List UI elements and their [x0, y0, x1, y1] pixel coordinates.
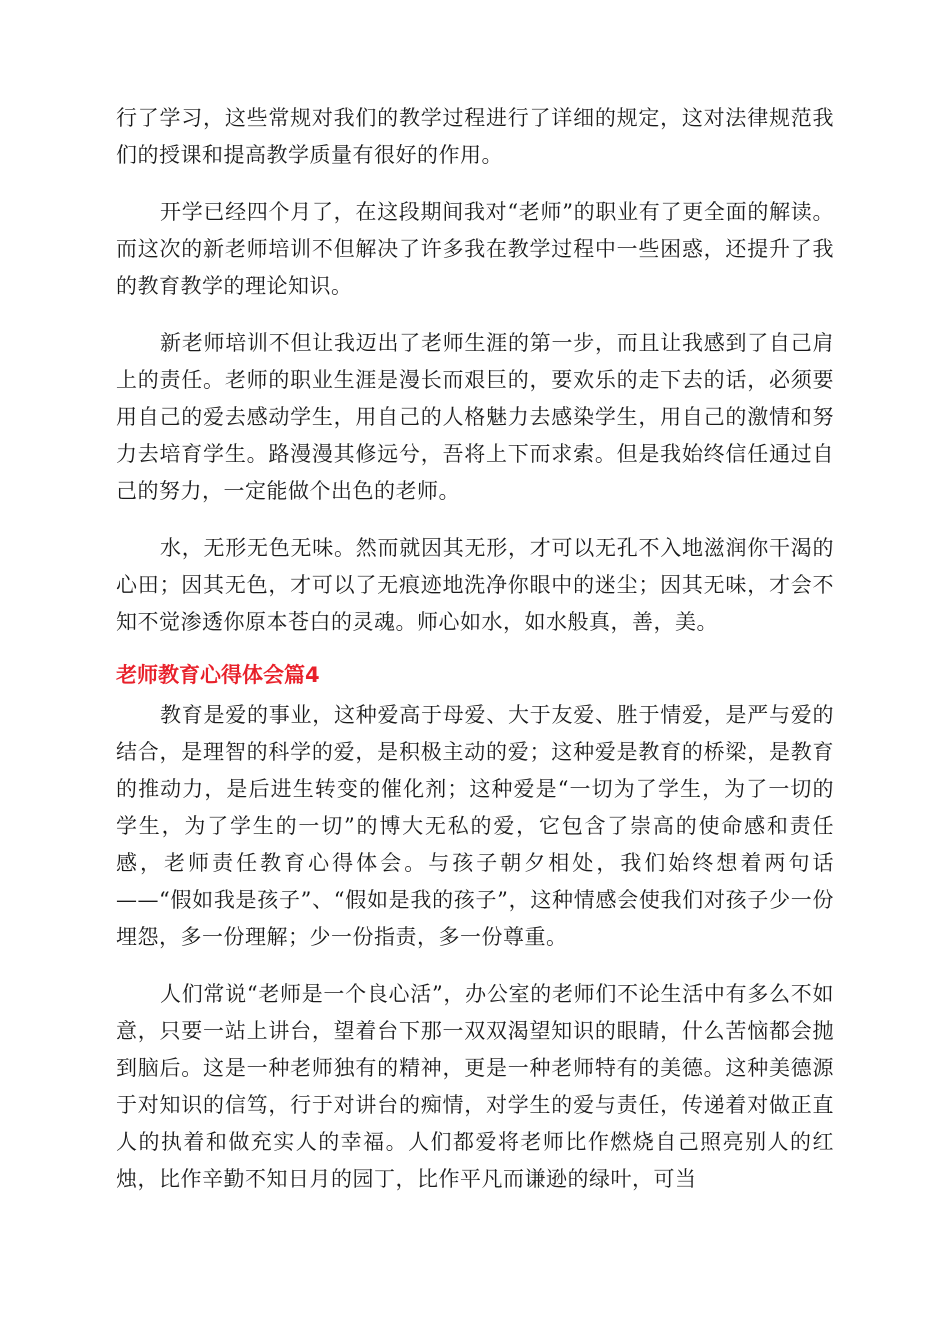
- paragraph: 教育是爱的事业，这种爱高于母爱、大于友爱、胜于情爱，是严与爱的结合，是理智的科学的爱，是积极主动的爱；这种爱是教育的桥梁，是教育的推动力，是后进生转变的催化剂；这种爱是“一切为了学生，为了一切的学生，为了学生的一切”的博大无私的爱，它包含了崇高的使命感和责任感，老师责任教育心得体会。与孩子朝夕相处，我们始终想着两句话——“假如我是孩子”、“假如是我的孩子”，这种情感会使我们对孩子少一份埋怨，多一份理解；少一份指责，多一份尊重。: [116, 703, 834, 949]
- section-heading: 老师教育心得体会篇4: [116, 663, 320, 687]
- document-body: [116, 100, 834, 1218]
- paragraph: 水，无形无色无味。然而就因其无形，才可以无孔不入地滋润你干渴的心田；因其无色，才可以了无痕迹地洗净你眼中的迷尘；因其无味，才会不知不觉渗透你原本苍白的灵魂。师心如水，如水般真，善，美。: [116, 536, 834, 634]
- paragraph: 开学已经四个月了，在这段期间我对“老师”的职业有了更全面的解读。而这次的新老师培训不但解决了许多我在教学过程中一些困惑，还提升了我的教育教学的理论知识。: [116, 200, 834, 298]
- paragraph-continued: 行了学习，这些常规对我们的教学过程进行了详细的规定，这对法律规范我们的授课和提高教学质量有很好的作用。: [116, 106, 834, 167]
- paragraph: 新老师培训不但让我迈出了老师生涯的第一步，而且让我感到了自己肩上的责任。老师的职业生涯是漫长而艰巨的，要欢乐的走下去的话，必须要用自己的爱去感动学生，用自己的人格魅力去感染学生，用自己的激情和努力去培育学生。路漫漫其修远兮，吾将上下而求索。但是我始终信任通过自己的努力，一定能做个出色的老师。: [116, 331, 834, 503]
- paragraph: 人们常说“老师是一个良心活”，办公室的老师们不论生活中有多么不如意，只要一站上讲台，望着台下那一双双渴望知识的眼睛，什么苦恼都会抛到脑后。这是一种老师独有的精神，更是一种老师特有的美德。这种美德源于对知识的信笃，行于对讲台的痴情，对学生的爱与责任，传递着对做正直人的执着和做充实人的幸福。人们都爱将老师比作燃烧自己照亮别人的红烛，比作辛勤不知日月的园丁，比作平凡而谦逊的绿叶，可当: [116, 982, 834, 1191]
